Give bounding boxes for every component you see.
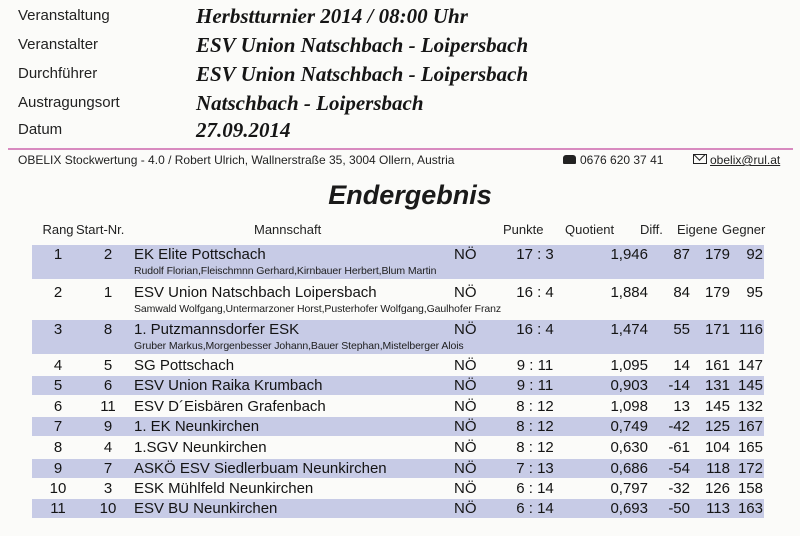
- cell-land: NÖ: [454, 246, 477, 263]
- email-link[interactable]: obelix@rul.at: [710, 153, 781, 167]
- row-main-line: [32, 283, 764, 302]
- cell-land: NÖ: [454, 357, 477, 374]
- cell-diff: -50: [668, 500, 690, 517]
- cell-punkte: 16 : 4: [516, 284, 554, 301]
- cell-land: NÖ: [454, 460, 477, 477]
- cell-punkte: 8 : 12: [516, 398, 554, 415]
- cell-start: 6: [103, 377, 113, 394]
- cell-gegner: 92: [746, 246, 763, 263]
- row-main-line: [32, 320, 764, 339]
- column-header-diff: Diff.: [640, 222, 663, 237]
- cell-gegner: 165: [737, 439, 763, 456]
- cell-rang: 9: [53, 460, 63, 477]
- cell-gegner: 116: [739, 321, 763, 338]
- cell-start: 7: [103, 460, 113, 477]
- cell-start: 2: [103, 246, 113, 263]
- cell-rang: 4: [53, 357, 63, 374]
- cell-quotient: 0,630: [610, 439, 648, 456]
- cell-eigene: 104: [704, 439, 730, 456]
- cell-quotient: 1,884: [610, 284, 648, 301]
- cell-punkte: 17 : 3: [516, 246, 554, 263]
- cell-quotient: 0,797: [610, 480, 648, 497]
- header-row-date: [0, 118, 800, 144]
- cell-rang: 8: [53, 439, 63, 456]
- column-header-rang: Rang: [42, 222, 74, 237]
- table-row: [32, 283, 764, 317]
- phone-icon: [563, 155, 576, 164]
- cell-eigene: 131: [704, 377, 730, 394]
- table-row: [32, 376, 764, 395]
- column-header-team: Mannschaft: [254, 222, 322, 237]
- header-value: Natschbach - Loipersbach: [196, 91, 424, 115]
- cell-gegner: 167: [737, 418, 763, 435]
- cell-rang: 7: [53, 418, 63, 435]
- cell-quotient: 0,686: [610, 460, 648, 477]
- table-row: [32, 397, 764, 416]
- cell-punkte: 8 : 12: [516, 418, 554, 435]
- row-main-line: [32, 397, 764, 416]
- header-row-venue: [0, 91, 800, 117]
- cell-gegner: 132: [737, 398, 763, 415]
- table-row: [32, 499, 764, 518]
- cell-gegner: 145: [737, 377, 763, 394]
- header-label: Veranstalter: [18, 36, 99, 53]
- row-main-line: [32, 479, 764, 498]
- cell-diff: -54: [668, 460, 690, 477]
- divider-line: [8, 148, 793, 150]
- cell-diff: 14: [673, 357, 690, 374]
- column-header-gegner: Gegner: [722, 222, 766, 237]
- row-main-line: [32, 459, 764, 478]
- cell-eigene: 113: [706, 500, 730, 517]
- cell-eigene: 118: [706, 460, 730, 477]
- cell-eigene: 125: [704, 418, 730, 435]
- column-header-eigene: Eigene: [677, 222, 718, 237]
- cell-team: ESV BU Neunkirchen: [134, 500, 278, 517]
- cell-land: NÖ: [454, 321, 477, 338]
- header-row-organizer: [0, 33, 800, 59]
- header-value: ESV Union Natschbach - Loipersbach: [196, 62, 529, 86]
- cell-punkte: 7 : 13: [516, 460, 554, 477]
- header-label: Datum: [18, 121, 63, 138]
- header-label: Austragungsort: [18, 94, 120, 111]
- cell-diff: 84: [673, 284, 690, 301]
- table-row: [32, 320, 764, 354]
- row-main-line: [32, 438, 764, 457]
- cell-rang: 1: [53, 246, 63, 263]
- cell-rang: 6: [53, 398, 63, 415]
- column-header-punkte: Punkte: [503, 222, 544, 237]
- cell-land: NÖ: [454, 439, 477, 456]
- cell-quotient: 1,474: [610, 321, 648, 338]
- cell-team: SG Pottschach: [134, 357, 235, 374]
- cell-punkte: 16 : 4: [516, 321, 554, 338]
- header-value: 27.09.2014: [196, 118, 291, 142]
- cell-start: 1: [103, 284, 113, 301]
- cell-quotient: 0,693: [610, 500, 648, 517]
- cell-start: 4: [103, 439, 113, 456]
- team-players: Rudolf Florian,Fleischmnn Gerhard,Kirnbauer Herbert,Blum Martin: [134, 265, 437, 277]
- cell-punkte: 9 : 11: [516, 377, 554, 394]
- row-main-line: [32, 376, 764, 395]
- cell-quotient: 1,095: [610, 357, 648, 374]
- envelope-icon: [693, 154, 707, 164]
- cell-gegner: 172: [737, 460, 763, 477]
- column-header-start: Start-Nr.: [76, 222, 125, 237]
- table-row: [32, 479, 764, 498]
- cell-team: ESV Union Raika Krumbach: [134, 377, 323, 394]
- cell-diff: -61: [668, 439, 690, 456]
- cell-gegner: 158: [737, 480, 763, 497]
- cell-land: NÖ: [454, 284, 477, 301]
- cell-eigene: 171: [704, 321, 730, 338]
- page-title: Endergebnis: [328, 180, 492, 210]
- cell-quotient: 0,749: [610, 418, 648, 435]
- cell-start: 9: [103, 418, 113, 435]
- cell-rang: 10: [49, 480, 67, 497]
- table-row: [32, 356, 764, 375]
- cell-rang: 5: [53, 377, 63, 394]
- cell-start: 3: [103, 480, 113, 497]
- cell-eigene: 126: [704, 480, 730, 497]
- cell-gegner: 163: [737, 500, 763, 517]
- cell-team: ESV Union Natschbach Loipersbach: [134, 284, 377, 301]
- cell-land: NÖ: [454, 418, 477, 435]
- table-row: [32, 438, 764, 457]
- header-row-executor: [0, 62, 800, 88]
- cell-eigene: 179: [704, 246, 730, 263]
- cell-land: NÖ: [454, 480, 477, 497]
- cell-team: ASKÖ ESV Siedlerbuam Neunkirchen: [134, 460, 387, 477]
- cell-punkte: 6 : 14: [516, 480, 554, 497]
- cell-team: 1.SGV Neunkirchen: [134, 439, 267, 456]
- cell-diff: 87: [673, 246, 690, 263]
- cell-team: ESV D´Eisbären Grafenbach: [134, 398, 326, 415]
- cell-diff: -14: [668, 377, 690, 394]
- cell-quotient: 0,903: [610, 377, 648, 394]
- cell-punkte: 9 : 11: [516, 357, 554, 374]
- cell-quotient: 1,098: [610, 398, 648, 415]
- cell-diff: 13: [673, 398, 690, 415]
- cell-team: 1. EK Neunkirchen: [134, 418, 260, 435]
- cell-start: 5: [103, 357, 113, 374]
- cell-diff: -42: [668, 418, 690, 435]
- cell-team: EK Elite Pottschach: [134, 246, 266, 263]
- cell-rang: 11: [50, 500, 66, 517]
- team-players: Samwald Wolfgang,Untermarzoner Horst,Pusterhofer Wolfgang,Gaulhofer Franz: [134, 303, 501, 315]
- cell-diff: 55: [673, 321, 690, 338]
- row-main-line: [32, 245, 764, 264]
- table-row: [32, 459, 764, 478]
- cell-start: 8: [103, 321, 113, 338]
- cell-punkte: 8 : 12: [516, 439, 554, 456]
- phone-number: 0676 620 37 41: [580, 153, 664, 167]
- cell-eigene: 145: [704, 398, 730, 415]
- cell-start: 11: [100, 398, 116, 415]
- software-credit: OBELIX Stockwertung - 4.0 / Robert Ulrich, Wallnerstraße 35, 3004 Ollern, Austria: [18, 153, 455, 167]
- cell-gegner: 147: [737, 357, 763, 374]
- cell-land: NÖ: [454, 398, 477, 415]
- cell-gegner: 95: [746, 284, 763, 301]
- software-credit-line: [18, 153, 788, 169]
- cell-rang: 3: [53, 321, 63, 338]
- cell-land: NÖ: [454, 377, 477, 394]
- cell-team: 1. Putzmannsdorfer ESK: [134, 321, 300, 338]
- header-value: Herbstturnier 2014 / 08:00 Uhr: [196, 4, 468, 28]
- cell-start: 10: [99, 500, 117, 517]
- phone-contact: [563, 153, 663, 167]
- cell-eigene: 179: [704, 284, 730, 301]
- row-main-line: [32, 356, 764, 375]
- cell-diff: -32: [668, 480, 690, 497]
- team-players: Gruber Markus,Morgenbesser Johann,Bauer Stephan,Mistelberger Alois: [134, 340, 464, 352]
- table-row: [32, 245, 764, 279]
- email-contact[interactable]: [693, 153, 780, 167]
- column-header-quotient: Quotient: [565, 222, 615, 237]
- cell-eigene: 161: [704, 357, 730, 374]
- row-main-line: [32, 499, 764, 518]
- header-label: Durchführer: [18, 65, 98, 82]
- cell-land: NÖ: [454, 500, 477, 517]
- header-value: ESV Union Natschbach - Loipersbach: [196, 33, 529, 57]
- cell-quotient: 1,946: [610, 246, 648, 263]
- header-label: Veranstaltung: [18, 7, 110, 24]
- table-row: [32, 417, 764, 436]
- row-main-line: [32, 417, 764, 436]
- cell-punkte: 6 : 14: [516, 500, 554, 517]
- cell-team: ESK Mühlfeld Neunkirchen: [134, 480, 314, 497]
- cell-rang: 2: [53, 284, 63, 301]
- header-row-event: [0, 4, 800, 30]
